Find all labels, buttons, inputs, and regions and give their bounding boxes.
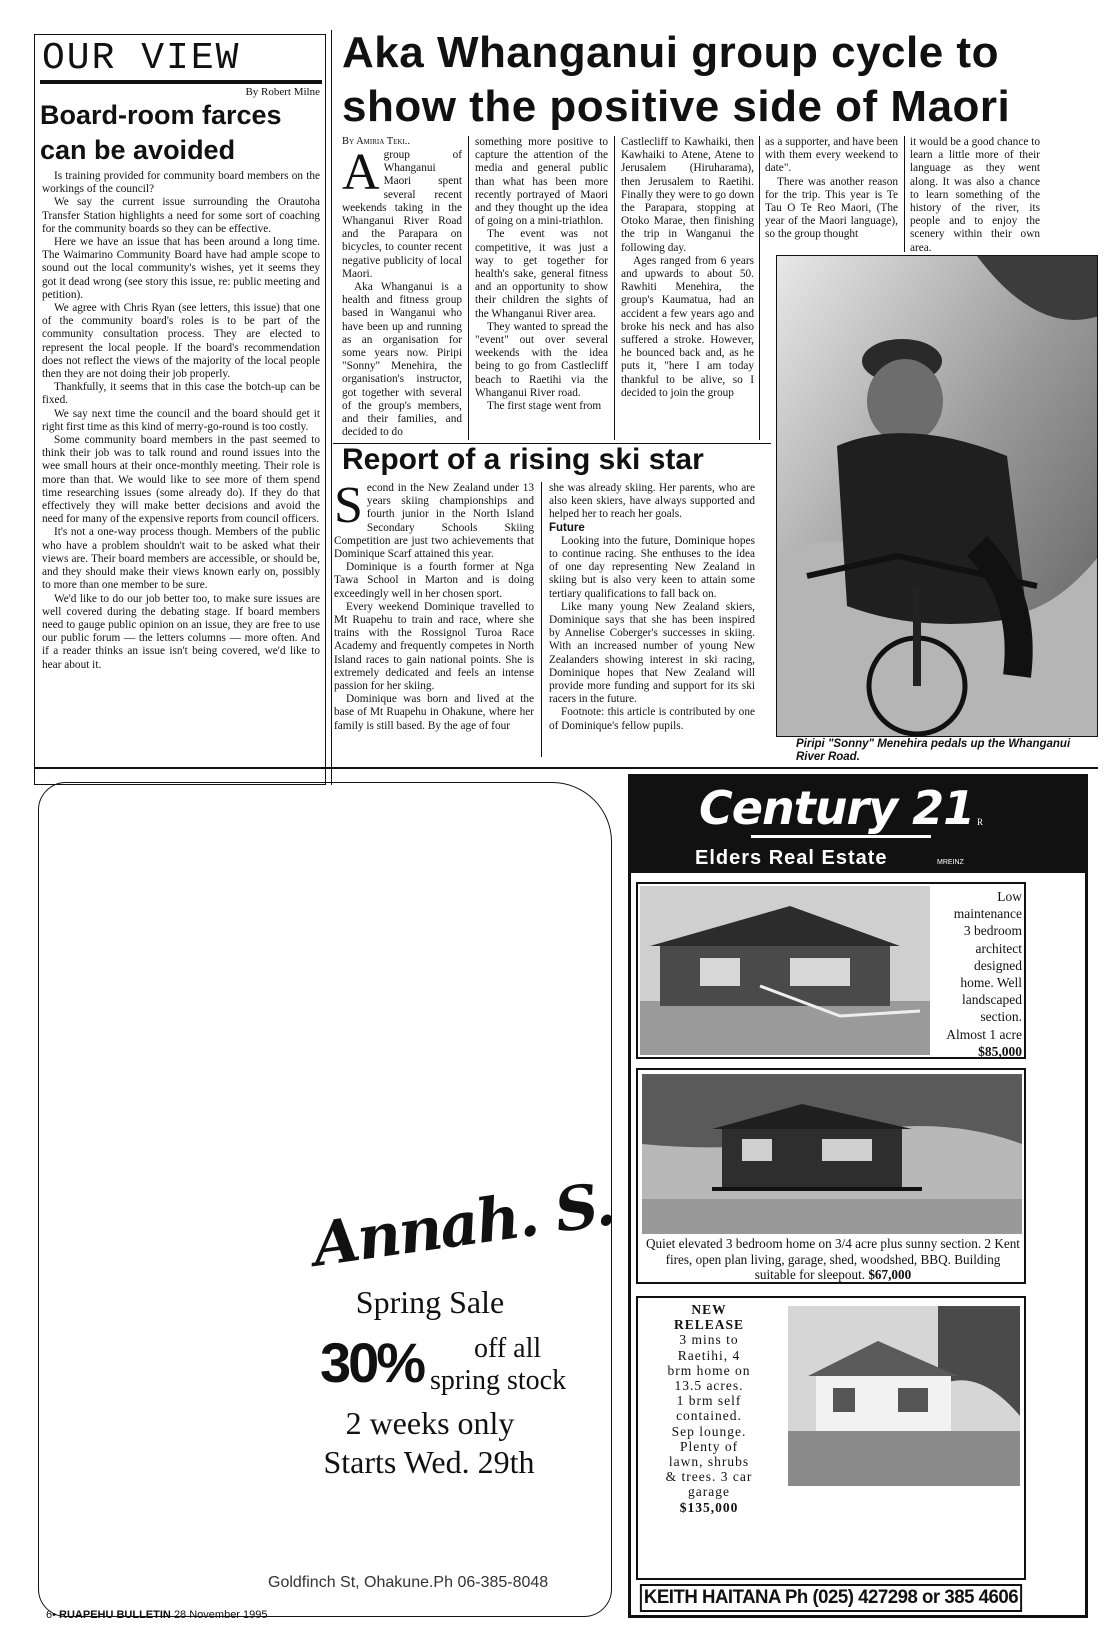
ad-discount xyxy=(320,1330,590,1400)
cycle-first-text: group of Whanganui Maori spent several recent weekends taking in the Whanganui River Road and the Parapara on bicycles, to counter recent negative publicity of local Maori. xyxy=(342,149,462,280)
listing-1-photo xyxy=(640,886,930,1055)
listing-1 xyxy=(636,882,1026,1059)
ski-paragraph: she was already skiing. Her parents, who are also keen skiers, have always supported and helped her to reach her goals. xyxy=(549,482,755,521)
cycle-paragraph: something more positive to capture the attention of the media and general public than what has been more recently portrayed of Maori and they thought up the idea of going on a mini-triathlon. xyxy=(475,136,608,228)
ad-duration: 2 weeks only xyxy=(345,1405,515,1441)
page-number: 6• xyxy=(46,1609,56,1621)
listing-2-text: Quiet elevated 3 bedroom home on 3/4 acre plus sunny section. 2 Kent fires, open plan living, garage, shed, woodshed, BBQ. Building suitable for sleepout. $67,000 xyxy=(646,1236,1020,1282)
listing-1-text: Low maintenance 3 bedroom architect designed home. Well landscaped section. Almost 1 acre $85,000 xyxy=(934,888,1022,1060)
listing-3-heading: RELEASE xyxy=(673,1317,745,1333)
listing-3-photo xyxy=(788,1306,1020,1486)
column-divider xyxy=(904,136,905,252)
annah-s-signature: Annah. S. xyxy=(308,1169,618,1281)
listing-3-price: $135,000 xyxy=(679,1499,739,1515)
ski-paragraph: Footnote: this article is contributed by one of Dominique's fellow pupils. xyxy=(549,706,755,732)
ski-first-text: econd in the New Zealand under 13 years skiing championships and fourth junior in the North Island Secondary Schools Skiing Competition are just two achievements that Dominique Scarf attained this year. xyxy=(334,482,534,561)
cycle-col-3 xyxy=(621,136,754,400)
ad-address: Goldfinch St, Ohakune.Ph 06-385-8048 xyxy=(268,1574,549,1591)
our-view-byline: By Robert Milne xyxy=(245,86,320,98)
our-view-paragraph: We agree with Chris Ryan (see letters, this issue) that one of the community board's roles is to be part of the community consultation process. They are elected to represent the local people. If the board's recommendation does not reflect the views of the majority of the local people then they are not doing their job properly. xyxy=(42,302,320,381)
cyclist-illustration xyxy=(777,256,1098,737)
issue-date: 28 November 1995 xyxy=(173,1609,268,1621)
cycle-paragraph: as a supporter, and have been with them every weekend to date". xyxy=(765,136,898,175)
ski-paragraph: Looking into the future, Dominique hopes to continue racing. She enthuses to the idea of one day representing New Zealand in skiing but is also very keen to attain some tertiary qualifications to fall back on. xyxy=(549,534,755,600)
cycle-col-1 xyxy=(342,136,462,439)
ski-paragraph: Dominique was born and lived at the base of Mt Ruapehu in Ohakune, where her family is still based. By the age of four xyxy=(334,693,534,732)
century21-mreinz: MREINZ xyxy=(937,859,964,866)
ski-paragraph: Like many young New Zealand skiers, Dominique says that she has been inspired by Annelise Coberger's successes in skiing. With an increased number of young New Zealanders showing interest in ski racing, Dominique hopes that New Zealand will provide more funding and support for its ski racers in the future. xyxy=(549,600,755,706)
listing-2 xyxy=(636,1068,1026,1284)
our-view-title: OUR VIEW xyxy=(42,37,241,80)
our-view-paragraph: Some community board members in the past seemed to think their job was to talk round and round issues into the wee small hours at their once-monthly meeting. Their role is more than that. We would like to see more of them spend time researching issues (some already do). If they do that effectively they will make better decisions and avoid the need for many of the expensive reports from council officers. xyxy=(42,434,320,526)
our-view-paragraph: Is training provided for community board members on the workings of the council? xyxy=(42,170,320,196)
our-view-paragraph: We say next time the council and the board should get it right first time as this kind of merry-go-round is too costly. xyxy=(42,407,320,433)
our-view-rule xyxy=(40,80,322,84)
listing-3-heading: NEW xyxy=(691,1302,727,1317)
ad-percent: 30% xyxy=(320,1331,424,1394)
our-view-headline-line1: Board-room farces xyxy=(40,100,282,130)
cycle-paragraph: The event was not competitive, it was just a way to get together for health's sake, general fitness and an opportunity to show their children the sights of the Whanganui River area. xyxy=(475,228,608,320)
ski-paragraph: Dominique is a fourth former at Nga Tawa School in Marton and is doing exceedingly well in her chosen sport. xyxy=(334,561,534,600)
ad-spring-stock: spring stock xyxy=(430,1365,567,1396)
our-view-paragraph: We'd like to do our job better too, to make sure issues are well covered during the debating stage. If board members need to gauge public opinion on an issue, they are free to use our public forum — the letters columns — more often. And if a reader thinks an issue isn't being covered, we'd like to hear about it. xyxy=(42,592,320,671)
ski-dropcap: S xyxy=(334,477,363,534)
logo-rule xyxy=(751,835,931,838)
section-rule xyxy=(34,767,1098,769)
logo-registered: R xyxy=(977,817,984,827)
cycle-paragraph: it would be a good chance to learn a little more of their language as they went along. It was also a chance to learn something of the history of the river, its people and to enjoy the scenery within their own area. xyxy=(910,136,1040,254)
listing-3-text: NEW RELEASE 3 mins to Raetihi, 4 brm home on 13.5 acres. 1 brm self contained. Sep lounge. Plenty of lawn, shrubs & trees. 3 car garage $135,000 xyxy=(644,1302,774,1515)
column-divider xyxy=(331,30,332,785)
century21-contact: KEITH HAITANA Ph (025) 427298 or 385 4606 xyxy=(640,1584,1022,1612)
cycle-headline-line1: Aka Whanganui group cycle to xyxy=(342,28,999,77)
ski-story-headline: Report of a rising ski star xyxy=(342,443,704,476)
century21-logo: Century 21 xyxy=(699,781,975,835)
cyclist-photo xyxy=(776,255,1098,737)
listing-2-photo xyxy=(642,1074,1022,1234)
cycle-headline-line2: show the positive side of Maori xyxy=(342,82,1011,131)
cycle-paragraph: The first stage went from xyxy=(487,400,602,413)
photo-caption: Piripi "Sonny" Menehira pedals up the Whanganui River Road. xyxy=(796,738,1071,763)
ad-start-date: Starts Wed. 29th xyxy=(323,1444,535,1480)
column-divider xyxy=(759,136,760,440)
our-view-paragraph: It's not a one-way process though. Members of the public who have a problem shouldn't wait to be asked what their views are. Their board members are accessible, or should be, and they should make their views known early on, possibly to more than one member to be sure. xyxy=(42,526,320,592)
house-illustration xyxy=(788,1306,1020,1486)
our-view-headline-line2: can be avoided xyxy=(40,135,236,165)
cycle-col-4 xyxy=(765,136,898,242)
our-view-paragraph: We say the current issue surrounding the Orautoha Transfer Station highlights a need for some sort of coaching for the community boards so they can be effective. xyxy=(42,196,320,235)
listing-2-price: $67,000 xyxy=(868,1267,912,1282)
ski-col-2 xyxy=(549,482,755,733)
column-divider xyxy=(541,482,542,757)
ad-off-all: off all xyxy=(474,1333,542,1364)
cycle-col-2 xyxy=(475,136,608,413)
ad-spring-sale: Spring Sale xyxy=(355,1284,505,1320)
cycle-story-headline xyxy=(342,26,1102,134)
house-illustration xyxy=(640,886,930,1055)
our-view-paragraph: Thankfully, it seems that in this case the botch-up can be fixed. xyxy=(42,381,320,407)
cycle-col-5 xyxy=(910,136,1040,255)
cycle-paragraph: Castlecliff to Kawhaiki, then Kawhaiki to Atene, Atene to Jerusalem (Hiruharama), then Jerusalem to Raetihi. Finally they were to go down the Parapara, stopping at Otoko Marae, then finishing the trip in Wanganui the following day. xyxy=(621,136,754,254)
paper-name: RUAPEHU BULLETIN xyxy=(59,1609,171,1621)
house-illustration xyxy=(642,1074,1022,1234)
century21-subtitle: Elders Real Estate xyxy=(695,847,888,869)
listing-3 xyxy=(636,1296,1026,1580)
ski-col-1 xyxy=(334,477,534,733)
our-view-headline xyxy=(40,98,325,168)
century21-header xyxy=(631,777,1085,873)
listing-1-price: $85,000 xyxy=(978,1043,1022,1059)
cycle-paragraph: There was another reason for the trip. This year is Te Tau O Te Reo Maori, (The year of the Maori language), so the group thought xyxy=(765,175,898,241)
page-footer xyxy=(46,1609,268,1621)
our-view-paragraph: Here we have an issue that has been around a long time. The Waimarino Community Board have had ample scope to sound out the local community's wishes, yet it seems they got it dead wrong (see story this issue, re: public meeting and petition). xyxy=(42,236,320,301)
ski-paragraph: Every weekend Dominique travelled to Mt Ruapehu to train and race, where she trains with the Rossignol Turoa Race Academy and frequently competes in North Island races to gain national points. She is extremely dedicated and feels an intense passion for her skiing. xyxy=(334,600,534,693)
cycle-paragraph: They wanted to spread the "event" out over several weekends with the idea being to go from Castlecliff beach to Raetihi via the Whanganui River road. xyxy=(475,320,608,399)
ski-subhead: Future xyxy=(549,521,585,534)
column-divider xyxy=(468,136,469,440)
cycle-paragraph: Ages ranged from 6 years and upwards to about 50. Rawhiti Menehira, the group's Kaumatua, had an accident a few years ago and broke his neck and has also suffered a stroke. However, he bounced back and, as he puts it, "here I am today thankful to be alive, so I decided to join the group xyxy=(621,254,754,399)
cycle-dropcap: A xyxy=(342,144,380,201)
cycle-byline: By Amiria Teki.. xyxy=(342,136,411,147)
our-view-body xyxy=(42,170,320,672)
column-divider xyxy=(614,136,615,440)
cycle-paragraph: Aka Whanganui is a health and fitness group based in Wanganui who have been up and running as an organisation for some years now. Piripi "Sonny" Menehira, the organisation's instructor, got together with several of the group's members, and their families, and decided to do xyxy=(342,281,462,439)
